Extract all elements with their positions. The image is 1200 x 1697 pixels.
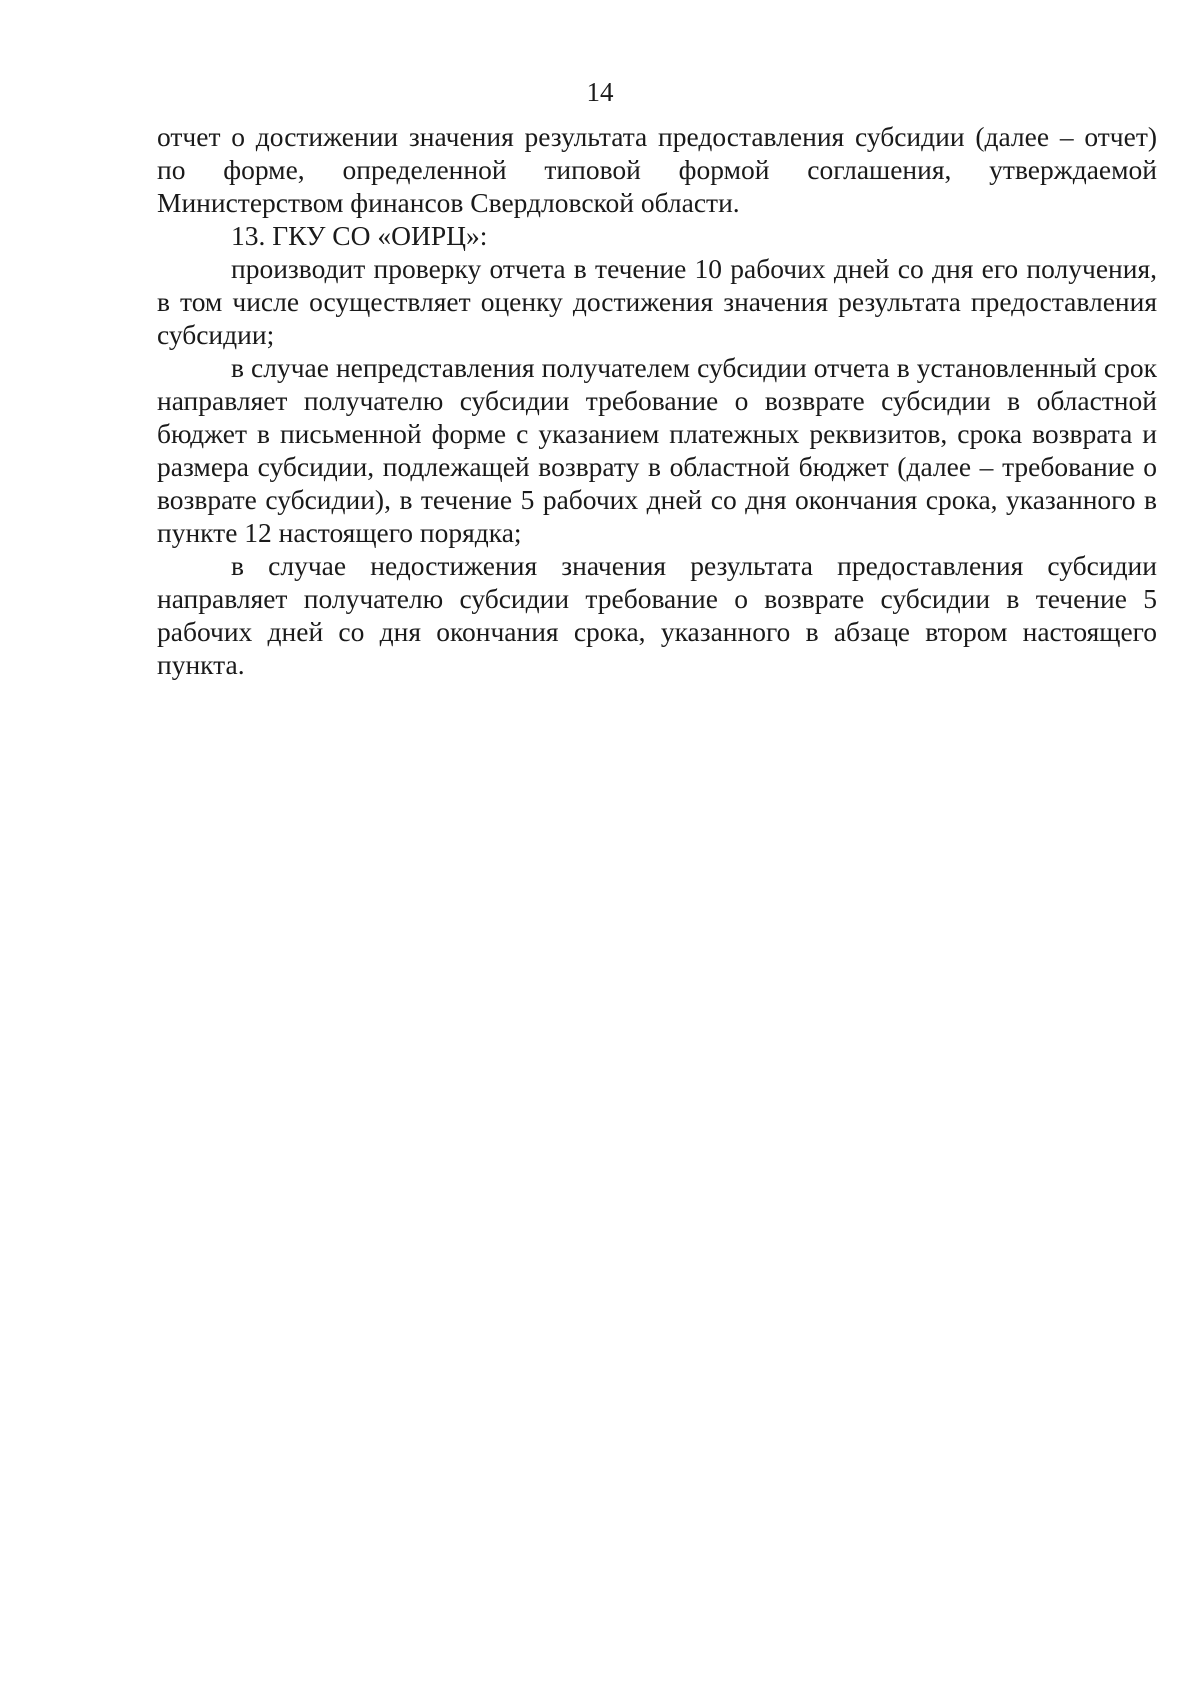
page-number: 14 xyxy=(586,77,614,107)
paragraph-check-report: производит проверку отчета в течение 10 рабочих дней со дня его получения, в том числе осуществляет оценку достижения значения результата предоставления субсидии; xyxy=(157,253,1157,350)
paragraph-non-achievement: в случае недостижения значения результата предоставления субсидии направляет получателю субсидии требование о возврате субсидии в течение 5 рабочих дней со дня окончания срока, указанного в абзаце втором настоящего пункта. xyxy=(157,550,1157,680)
paragraph-non-submission: в случае непредставления получателем субсидии отчета в установленный срок направляет получателю субсидии требование о возврате субсидии в областной бюджет в письменной форме с указанием платежных реквизитов, срока возврата и размера субсидии, подлежащей возврату в областной бюджет (далее – требование о возврате субсидии), в течение 5 рабочих дней со дня окончания срока, указанного в пункте 12 настоящего порядка; xyxy=(157,352,1157,548)
document-body xyxy=(157,120,1157,681)
section-heading: 13. ГКУ СО «ОИРЦ»: xyxy=(231,220,488,251)
paragraph-continuation: отчет о достижении значения результата предоставления субсидии (далее – отчет) по форме, определенной типовой формой соглашения, утверждаемой Министерством финансов Свердловской области. xyxy=(157,121,1157,218)
